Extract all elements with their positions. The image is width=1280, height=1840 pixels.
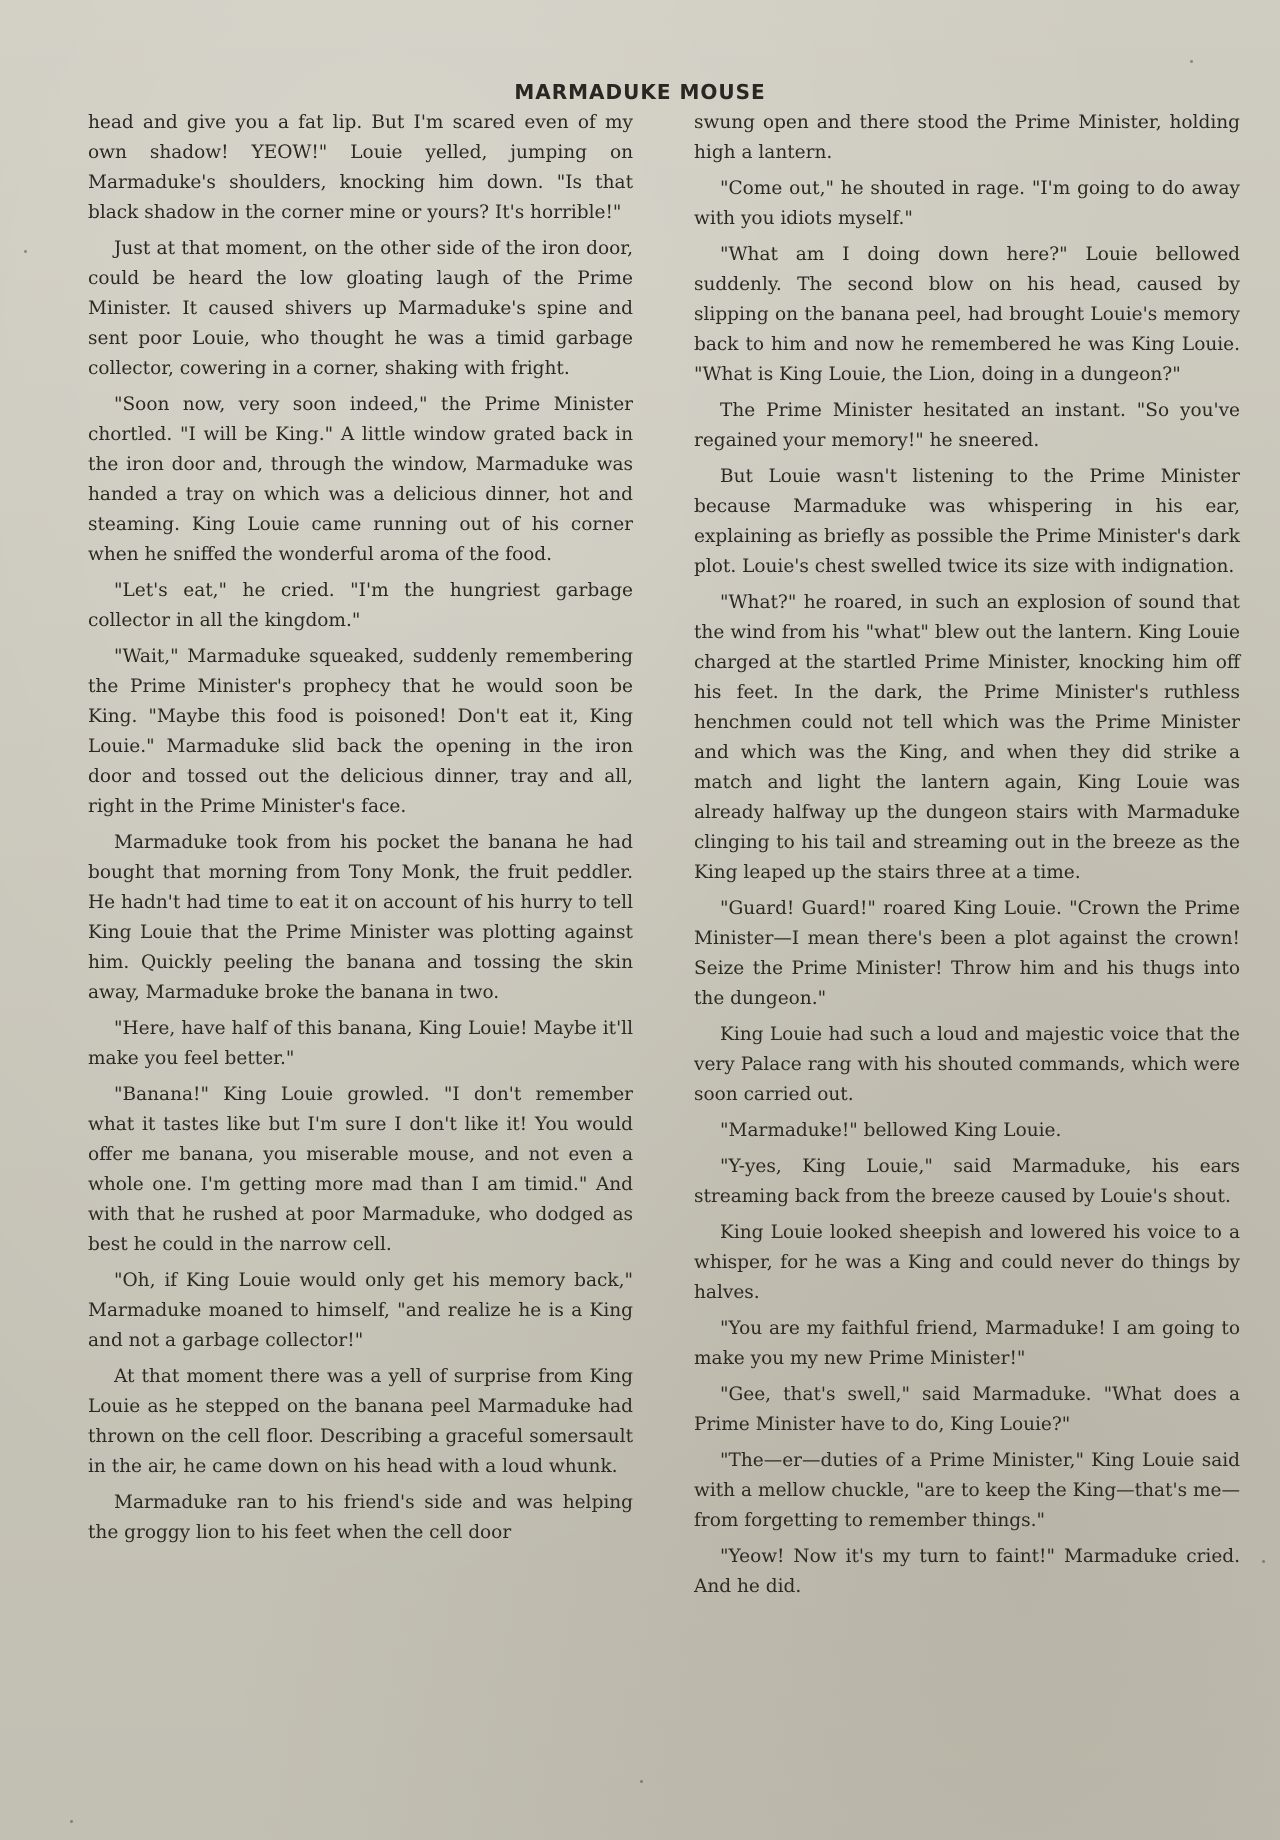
paper-speck (1262, 1560, 1265, 1563)
paragraph: King Louie looked sheepish and lowered his voice to a whisper, for he was a King and could never do things by halves. (694, 1222, 1240, 1303)
paragraph: "Wait," Marmaduke squeaked, suddenly remembering the Prime Minister's prophecy that he would soon be King. "Maybe this food is poisoned! Don't eat it, King Louie." Marmaduke slid back the opening in the iron door and tossed out the delicious dinner, tray and all, right in the Prime Minister's face. (88, 646, 633, 817)
paragraph: "Y-yes, King Louie," said Marmaduke, his ears streaming back from the breeze caused by Louie's shout. (694, 1156, 1240, 1207)
paragraph: head and give you a fat lip. But I'm scared even of my own shadow! YEOW!" Louie yelled, jumping on Marmaduke's shoulders, knocking him down. "Is that black shadow in the corner mine or yours? It's horrible!" (88, 112, 633, 223)
page-title: MARMADUKE MOUSE (514, 80, 766, 104)
paragraph: "Here, have half of this banana, King Louie! Maybe it'll make you feel better." (88, 1018, 633, 1069)
paragraph: "The—er—duties of a Prime Minister," King Louie said with a mellow chuckle, "are to keep the King—that's me—from forgetting to remember things." (694, 1450, 1240, 1531)
paragraph: Marmaduke took from his pocket the banana he had bought that morning from Tony Monk, the fruit peddler. He hadn't had time to eat it on account of his hurry to tell King Louie that the Prime Minister was plotting against him. Quickly peeling the banana and tossing the skin away, Marmaduke broke the banana in two. (88, 832, 633, 1003)
paragraph: King Louie had such a loud and majestic voice that the very Palace rang with his shouted commands, which were soon carried out. (694, 1024, 1240, 1105)
paragraph: "What?" he roared, in such an explosion of sound that the wind from his "what" blew out the lantern. King Louie charged at the startled Prime Minister, knocking him off his feet. In the dark, the Prime Minister's ruthless henchmen could not tell which was the Prime Minister and which was the King, and when they did strike a match and light the lantern again, King Louie was already halfway up the dungeon stairs with Marmaduke clinging to his tail and streaming out in the breeze as the King leaped up the stairs three at a time. (694, 592, 1240, 883)
paragraph: "Marmaduke!" bellowed King Louie. (720, 1120, 1062, 1141)
paragraph: Just at that moment, on the other side of the iron door, could be heard the low gloating laugh of the Prime Minister. It caused shivers up Marmaduke's spine and sent poor Louie, who thought he was a timid garbage collector, cowering in a corner, shaking with fright. (88, 238, 633, 379)
paper-speck (1190, 60, 1193, 63)
left-column (88, 108, 633, 1554)
paragraph: "Gee, that's swell," said Marmaduke. "What does a Prime Minister have to do, King Louie?" (694, 1384, 1240, 1435)
paragraph: "Soon now, very soon indeed," the Prime Minister chortled. "I will be King." A little window grated back in the iron door and, through the window, Marmaduke was handed a tray on which was a delicious dinner, hot and steaming. King Louie came running out of his corner when he sniffed the wonderful aroma of the food. (88, 394, 633, 565)
paragraph: "Guard! Guard!" roared King Louie. "Crown the Prime Minister—I mean there's been a plot against the crown! Seize the Prime Minister! Throw him and his thugs into the dungeon." (694, 898, 1240, 1009)
paper-speck (24, 250, 27, 253)
paper-speck (640, 1780, 643, 1783)
paragraph: The Prime Minister hesitated an instant. "So you've regained your memory!" he sneered. (694, 400, 1240, 451)
paragraph: "What am I doing down here?" Louie bellowed suddenly. The second blow on his head, caused by slipping on the banana peel, had brought Louie's memory back to him and now he remembered he was King Louie. "What is King Louie, the Lion, doing in a dungeon?" (694, 244, 1240, 385)
paper-speck (70, 1820, 73, 1823)
paragraph: "Banana!" King Louie growled. "I don't remember what it tastes like but I'm sure I don't like it! You would offer me banana, you miserable mouse, and not even a whole one. I'm getting more mad than I am timid." And with that he rushed at poor Marmaduke, who dodged as best he could in the narrow cell. (88, 1084, 633, 1255)
paragraph: "Come out," he shouted in rage. "I'm going to do away with you idiots myself." (694, 178, 1240, 229)
paragraph: "Yeow! Now it's my turn to faint!" Marmaduke cried. And he did. (694, 1546, 1240, 1597)
paragraph: At that moment there was a yell of surprise from King Louie as he stepped on the banana peel Marmaduke had thrown on the cell floor. Describing a graceful somersault in the air, he came down on his head with a loud whunk. (88, 1366, 633, 1477)
paragraph: "Let's eat," he cried. "I'm the hungriest garbage collector in all the kingdom." (88, 580, 633, 631)
paragraph: Marmaduke ran to his friend's side and was helping the groggy lion to his feet when the cell door (88, 1492, 633, 1543)
right-column (694, 108, 1240, 1608)
paragraph: "You are my faithful friend, Marmaduke! I am going to make you my new Prime Minister!" (694, 1318, 1240, 1369)
paragraph: swung open and there stood the Prime Minister, holding high a lantern. (694, 112, 1240, 163)
paragraph: "Oh, if King Louie would only get his memory back," Marmaduke moaned to himself, "and realize he is a King and not a garbage collector!" (88, 1270, 633, 1351)
paragraph: But Louie wasn't listening to the Prime Minister because Marmaduke was whispering in his ear, explaining as briefly as possible the Prime Minister's dark plot. Louie's chest swelled twice its size with indignation. (694, 466, 1240, 577)
